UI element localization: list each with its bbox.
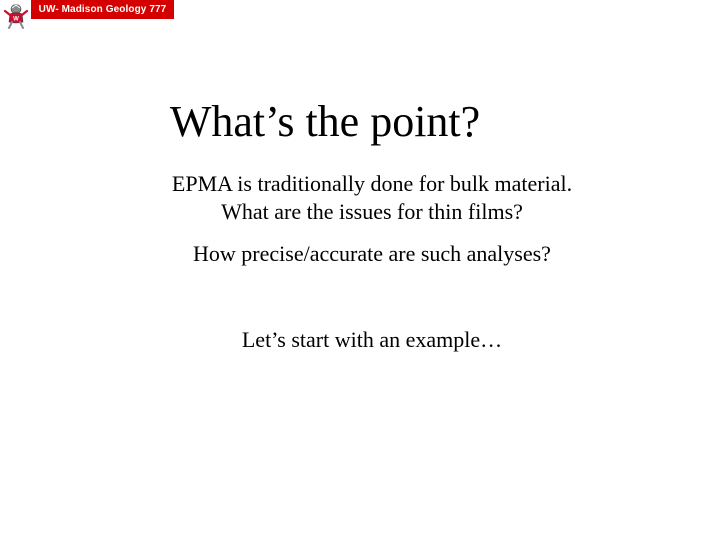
- badger-mascot-icon: [2, 2, 30, 30]
- slide-title: What’s the point?: [169, 97, 481, 146]
- body-line-example: Let’s start with an example…: [241, 327, 503, 352]
- course-banner: UW- Madison Geology 777: [31, 0, 174, 19]
- svg-text:W: W: [13, 16, 19, 23]
- body-line-thin-films: What are the issues for thin films?: [221, 199, 523, 224]
- body-line-bulk-material: EPMA is traditionally done for bulk material.: [171, 171, 573, 196]
- body-line-precision: How precise/accurate are such analyses?: [193, 241, 551, 266]
